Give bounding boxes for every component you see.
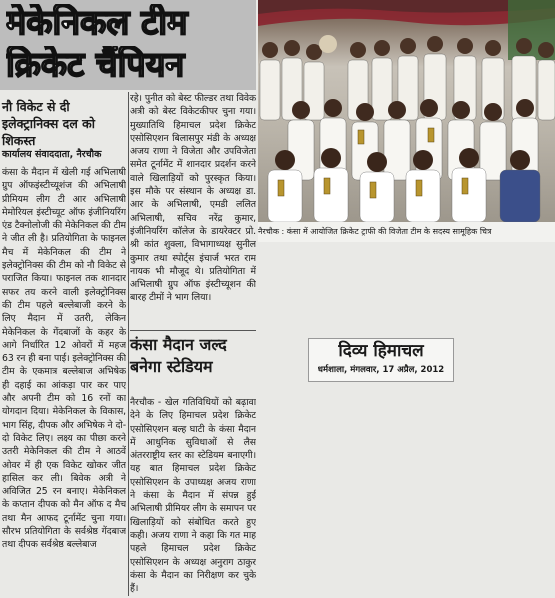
newspaper-dateline: धर्मशाला, मंगलवार, 17 अप्रैल, 2012 — [317, 365, 445, 375]
team-photo-illustration — [258, 0, 555, 222]
byline: कार्यालय संवाददाता, नैरचौक — [2, 149, 102, 160]
column-divider — [128, 92, 129, 596]
headline-band — [0, 0, 256, 90]
headline-line-1: मेकेनिकल टीम — [6, 4, 188, 42]
newspaper-masthead — [308, 338, 454, 382]
sub-headline: नौ विकेट से दी इलेक्ट्रानिक्स दल को शिकस्त — [2, 99, 95, 148]
team-photo — [258, 0, 555, 222]
newspaper-name: दिव्य हिमाचल — [338, 341, 424, 361]
article-column-2: रहे। पुनीत को बेस्ट फील्डर तथा विवेक अत्री को बेस्ट विकेटकीपर चुना गया। मुख्यातिथि हिमाचल प्रदेश क्रिकेट एसोसिएशन बिलासपुर मंडी के अध्यक्ष अजय राणा ने विजेता और उपविजेता समेत टूर्नामेंट में शानदार प्रदर्शन करने वाले खिलाड़ियों को पुरस्कृत किया। इस मौके पर संस्थान के अध्यक्ष डा. आर के अभिलाषी, एमडी ललित अभिलाषी, सचिव नरेंद्र कुमार, इंजीनियरिंग कॉलेज के डायरेक्टर प्रो. श्री कांत शुक्ला, विभागाध्यक्ष सुनील कुमार तथा स्पोर्ट्स इंचार्ज भरत राम नायक भी मौजूद थे। प्रतियोगिता में अभिलाषी ग्रुप ऑफ इंस्टीच्यूशन की बारह टीमों ने भाग लिया। — [130, 93, 256, 304]
stadium-article: नैरचौक - खेल गतिविधियों को बढ़ावा देने के लिए हिमाचल प्रदेश क्रिकेट एसोसिएशन बल्ह घाटी के कंसा मैदान में आधुनिक सुविधाओं से लैस अंतरराष्ट्रीय स्तर का स्टेडियम बनाएगी। यह बात हिमाचल प्रदेश क्रिकेट एसोसिएशन के उपाध्यक्ष अजय राणा ने कंसा के मैदान में संपन्न हुई अभिलाषी प्रीमियर लीग के समापन पर खिलाड़ियों को संबोधित करते हुए कही। अजय राणा ने कहा कि गत माह पहले हिमाचल प्रदेश क्रिकेट एसोसिएशन के अध्यक्ष अनुराग ठाकुर कंसा के मैदान का निरीक्षण कर चुके हैं। — [130, 397, 256, 595]
section-divider — [130, 330, 256, 331]
photo-caption: नैरचौक : कंसा में आयोजित क्रिकेट ट्राफी की विजेता टीम के सदस्य सामूहिक चित्र — [258, 222, 555, 242]
article-column-1: कंसा के मैदान में खेली गई अभिलाषी ग्रुप ऑफइंस्टीच्यूशंज की अभिलाषी प्रीमियम लीग टी आर अभिलाषी मेमोरियल इंस्टीच्यूट ऑफ इंजीनियरिंग एंड टैक्नोलोजी की मेकेनिकल की टीम ने जीत ली है। प्रतियोगिता के फाइनल मैच में मेकेनिकल की टीम ने इलेक्ट्रोनिक्स की टीम को नौ विकेट से पराजित किया। फाइनल तक शानदार सफर तय करने वाली इलेक्ट्रोनिक्स की टीम पहले बल्लेबाजी करने के लिए मैदान में उतरी, लेकिन मेकेनिकल के गेंदबाजों के कहर के आगे निर्धारित 12 ओवरों में महज 63 रन ही बना पाई। इलेक्ट्रोनिक्स की टीम के एकमात्र बल्लेबाज अभिषेक ही दहाई का आंकड़ा पार कर पाए और अपनी टीम को 16 रनों का योगदान दिया। मेकेनिकल के विकास, भाग सिंह, दीपक और अभिषेक ने दो-दो विकेट लिए। लक्ष्य का पीछा करने उतरी मेकेनिकल की टीम ने आठवें ओवर में ही एक विकेट खोकर जीत हासिल कर ली। बिवेक अत्री ने अविजित 25 रन बनाए। मेकेनिकल के कप्तान दीपक को मैन ऑफ द मैच तथा मैन आफद टूर्नामेंट चुना गया। सौरभ प्रतियोगिता के सर्वश्रेष्ठ गेंदबाज तथा दीपक सर्वश्रेष्ठ बल्लेबाज — [2, 167, 126, 551]
stadium-headline: कंसा मैदान जल्द बनेगा स्टेडियम — [130, 335, 227, 376]
headline-line-2: क्रिकेट चैंपियन — [6, 46, 185, 84]
